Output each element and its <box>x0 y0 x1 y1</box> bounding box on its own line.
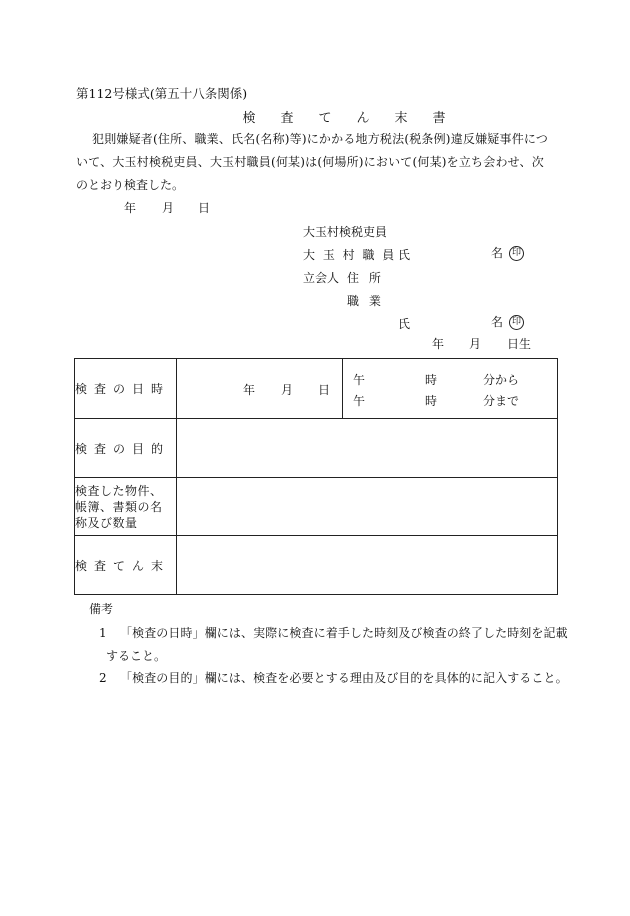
title-char: 書 <box>432 111 446 126</box>
intro-line-1: 犯則嫌疑者(住所、職業、氏名(名称)等)にかかる地方税法(税条例)違反嫌疑事件につ <box>92 132 549 146</box>
staff-title: 大 玉 村 職 員 <box>303 248 397 262</box>
seal-icon: 印 <box>509 315 524 330</box>
birth-day: 日生 <box>507 337 532 351</box>
table-row <box>75 359 558 419</box>
table-month: 月 <box>281 383 294 397</box>
seal-icon: 印 <box>509 246 524 261</box>
birth-year: 年 <box>432 337 445 351</box>
witness-shi: 氏 <box>398 317 411 331</box>
date-month: 月 <box>162 201 175 215</box>
time-from: 分から <box>483 373 520 387</box>
datetime-time-cell[interactable] <box>343 359 558 419</box>
witness-mei: 名 <box>491 315 504 329</box>
form-number: 第112号様式(第五十八条関係) <box>76 86 248 101</box>
title-char: て <box>318 111 332 126</box>
items-label-line: 検査した物件、 <box>75 483 163 498</box>
datetime-label: 検査の日時 <box>75 382 171 396</box>
note-2-text: 「検査の目的」欄には、検査を必要とする理由及び目的を具体的に記入すること。 <box>120 671 568 685</box>
time-start-hour: 時 <box>425 373 438 387</box>
note-2-number: 2 <box>99 671 107 685</box>
inspector-title: 大玉村検税吏員 <box>303 225 388 239</box>
intro-line-2: いて、大玉村検税吏員、大玉村職員(何某)は(何場所)において(何某)を立ち会わせ、次 <box>76 155 544 169</box>
date-day: 日 <box>198 201 211 215</box>
time-end-ampm: 午 <box>353 394 366 408</box>
items-label-cell <box>75 478 177 536</box>
details-label: 検査てん末 <box>75 558 171 573</box>
table-row <box>75 536 558 595</box>
staff-mei: 名 <box>491 246 504 260</box>
witness-occupation: 職 業 <box>347 294 384 308</box>
document-title <box>230 107 458 126</box>
title-char: 末 <box>394 111 408 126</box>
notes-heading: 備考 <box>89 602 114 616</box>
purpose-value-cell[interactable] <box>177 419 558 478</box>
purpose-label: 検査の目的 <box>75 441 171 456</box>
details-label-cell <box>75 536 177 595</box>
title-char: ん <box>356 111 370 126</box>
time-start-ampm: 午 <box>353 373 366 387</box>
witness-name-label <box>491 314 524 330</box>
datetime-date-cell[interactable] <box>177 359 343 419</box>
items-label-line: 称及び数量 <box>75 515 138 530</box>
datetime-label-cell <box>75 359 177 419</box>
note-1-number: 1 <box>99 626 107 640</box>
items-value-cell[interactable] <box>177 478 558 536</box>
note-1-line-1: 「検査の日時」欄には、実際に検査に着手した時刻及び検査の終了した時刻を記載 <box>120 626 568 640</box>
table-year: 年 <box>243 383 256 397</box>
intro-line-3: のとおり検査した。 <box>76 178 185 192</box>
staff-shi: 氏 <box>398 248 411 262</box>
title-char: 検 <box>242 111 256 126</box>
table-row <box>75 478 558 536</box>
inspection-table <box>74 358 558 595</box>
staff-name-label <box>491 245 524 261</box>
details-value-cell[interactable] <box>177 536 558 595</box>
time-to: 分まで <box>483 394 520 408</box>
witness-label: 立会人 <box>303 271 340 285</box>
time-end-hour: 時 <box>425 394 438 408</box>
table-row <box>75 419 558 478</box>
note-1-line-2: すること。 <box>106 649 167 663</box>
date-year: 年 <box>124 201 137 215</box>
table-day: 日 <box>318 383 331 397</box>
birth-month: 月 <box>469 337 482 351</box>
witness-address: 住 所 <box>347 271 384 285</box>
items-label-line: 帳簿、書類の名 <box>75 499 163 514</box>
purpose-label-cell <box>75 419 177 478</box>
title-char: 査 <box>280 111 294 126</box>
